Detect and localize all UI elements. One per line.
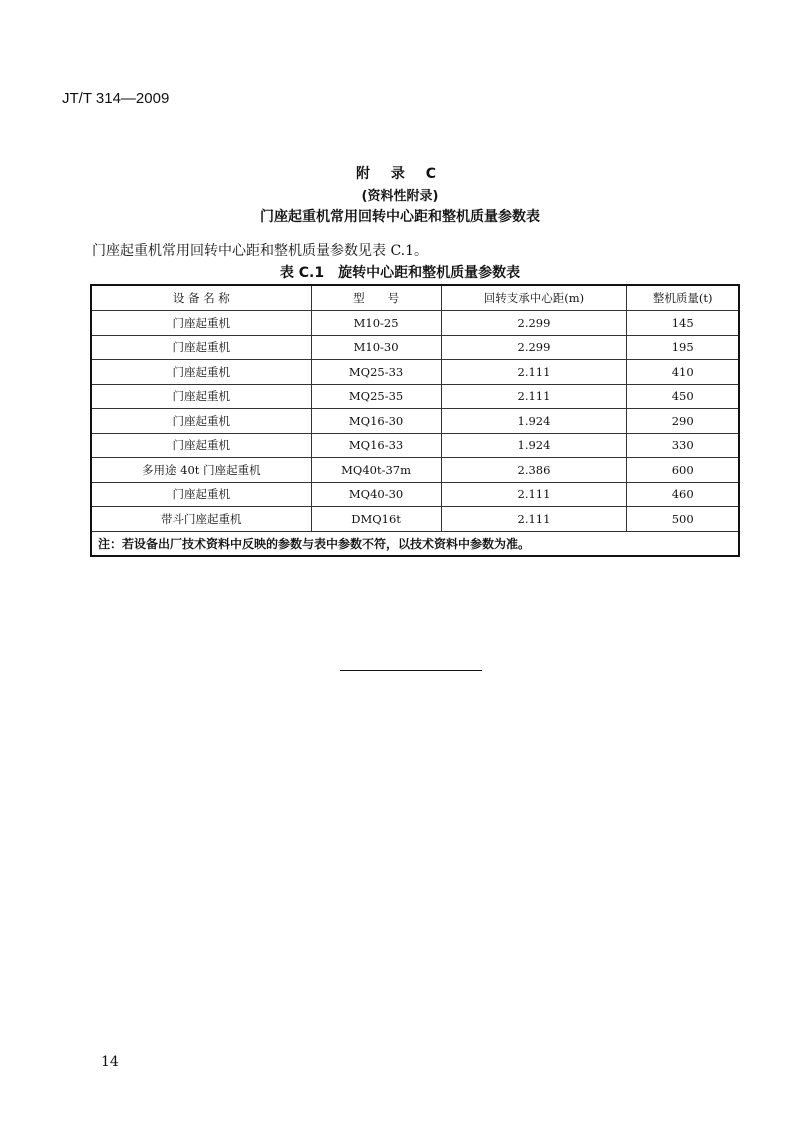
table-cell: 2.386 [441,458,627,483]
table-row [91,409,739,434]
table-row [91,507,739,532]
table-cell: 多用途 40t 门座起重机 [91,458,311,483]
table-caption: 表 C.1 旋转中心距和整机质量参数表 [279,265,521,281]
table-cell: 1.924 [441,433,627,458]
table-cell: 门座起重机 [91,433,311,458]
table-row [91,311,739,336]
table-cell: 410 [627,360,739,385]
column-header: 整机质量(t) [627,285,739,311]
table-row [91,384,739,409]
column-header: 设 备 名 称 [91,285,311,311]
table-cell: 500 [627,507,739,532]
end-rule [340,670,482,671]
page-number: 14 [101,1054,119,1070]
appendix-title: 门座起重机常用回转中心距和整机质量参数表 [260,209,540,225]
table-cell: 290 [627,409,739,434]
intro-text: 门座起重机常用回转中心距和整机质量参数见表 C.1。 [92,243,429,259]
table-cell: M10-25 [311,311,441,336]
table-cell: 门座起重机 [91,311,311,336]
table-cell: 2.111 [441,360,627,385]
table-cell: MQ16-33 [311,433,441,458]
table-cell: 带斗门座起重机 [91,507,311,532]
table-cell: 450 [627,384,739,409]
appendix-label: 附 录 C [355,166,445,182]
column-header: 型 号 [311,285,441,311]
table-cell: MQ25-35 [311,384,441,409]
table-cell: 门座起重机 [91,482,311,507]
table-cell: 门座起重机 [91,360,311,385]
appendix-type: (资料性附录) [361,189,439,204]
table-cell: MQ16-30 [311,409,441,434]
table-cell: 门座起重机 [91,335,311,360]
table-cell: 2.111 [441,482,627,507]
table-row [91,433,739,458]
table-cell: 330 [627,433,739,458]
table-cell: MQ25-33 [311,360,441,385]
table-row [91,458,739,483]
standard-header: JT/T 314—2009 [62,90,170,107]
table-cell: 门座起重机 [91,409,311,434]
table-cell: MQ40-30 [311,482,441,507]
table-row [91,335,739,360]
table-cell: 1.924 [441,409,627,434]
table-cell: M10-30 [311,335,441,360]
parameter-table [90,284,740,557]
table-note: 注：若设备出厂技术资料中反映的参数与表中参数不符，以技术资料中参数为准。 [91,531,739,556]
table-cell: 195 [627,335,739,360]
column-header: 回转支承中心距(m) [441,285,627,311]
table-cell: 门座起重机 [91,384,311,409]
table-row [91,360,739,385]
table-cell: 600 [627,458,739,483]
table-cell: MQ40t-37m [311,458,441,483]
table-cell: 2.299 [441,335,627,360]
table-cell: 2.111 [441,384,627,409]
table-cell: 460 [627,482,739,507]
table-cell: 2.299 [441,311,627,336]
table-cell: 2.111 [441,507,627,532]
table-row [91,482,739,507]
table-cell: 145 [627,311,739,336]
table-cell: DMQ16t [311,507,441,532]
